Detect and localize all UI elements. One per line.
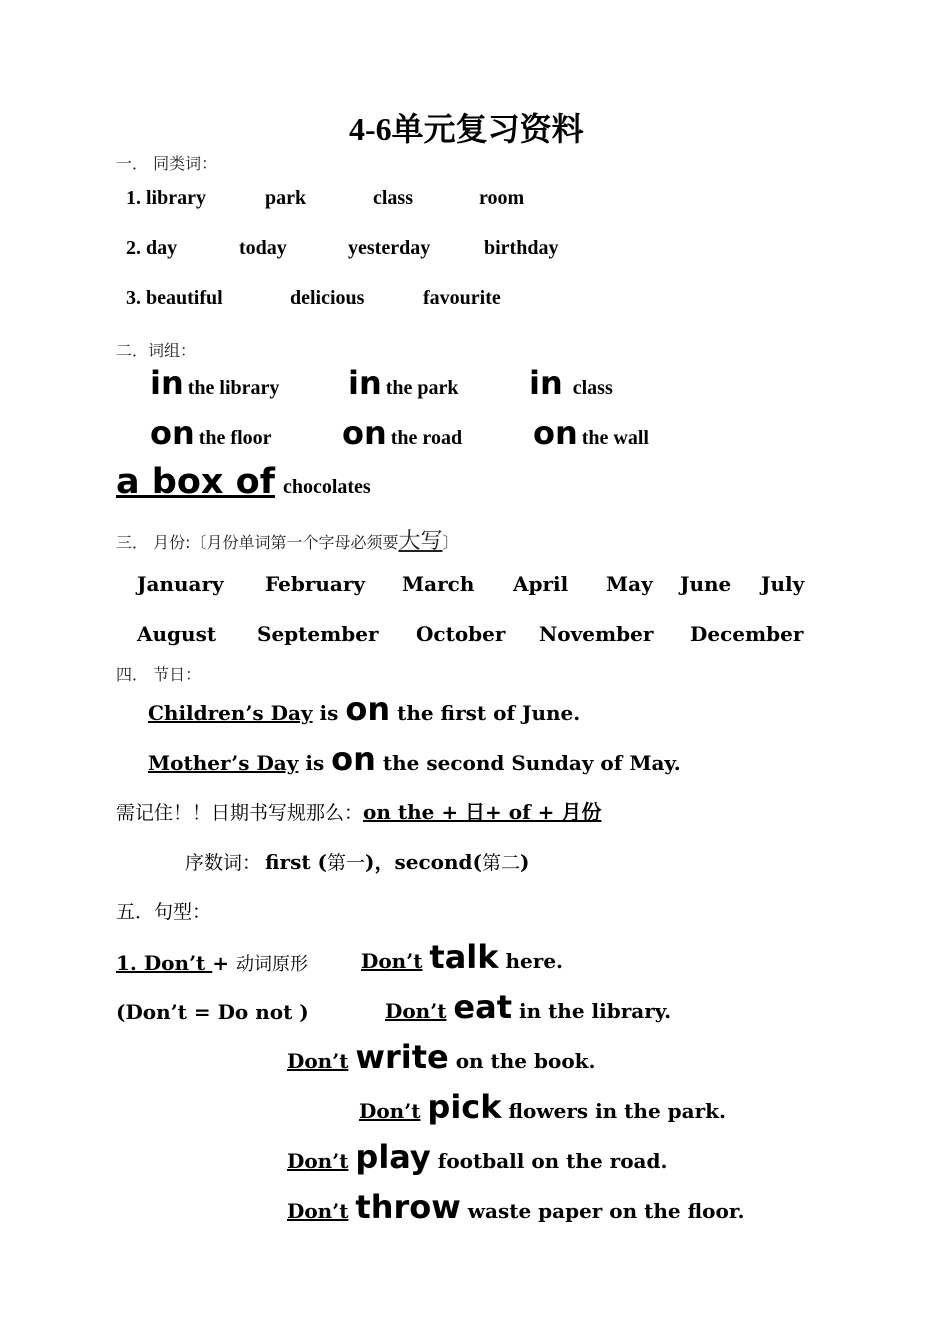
in-word: in — [348, 364, 382, 402]
ordinal-second-cn: 第二 — [482, 852, 521, 874]
holiday-is: is — [319, 701, 339, 725]
ordinal-first-cn: 第一 — [327, 852, 366, 874]
on-phrase-2 — [342, 414, 462, 452]
section5-heading: 五．句型： — [116, 901, 212, 923]
holiday-date: the first of June. — [397, 701, 581, 725]
sentence-pick — [359, 1088, 726, 1126]
holiday-on: on — [331, 740, 376, 778]
holiday-line-1 — [148, 690, 580, 728]
box-of-words: a box of — [116, 462, 275, 502]
on-word: on — [150, 414, 195, 452]
date-rule-label: 需记住！！日期书写规那么： — [116, 802, 364, 824]
month-july: July — [761, 572, 805, 596]
in-item: the park — [385, 377, 459, 399]
sentence-verb: throw — [355, 1188, 461, 1226]
month-june: June — [680, 572, 732, 596]
sentence-dont: Don’t — [361, 949, 423, 973]
sentence-dont: Don’t — [287, 1149, 349, 1173]
word-day: 2. day — [126, 237, 178, 259]
box-phrase — [116, 462, 371, 502]
word-favourite: favourite — [423, 287, 501, 309]
rule-dont: 1. Don’t — [116, 951, 213, 975]
word-room: room — [479, 187, 525, 209]
sentence-play — [287, 1138, 667, 1176]
sentence-verb: play — [355, 1138, 431, 1176]
in-word: in — [150, 364, 184, 402]
month-august: August — [137, 622, 217, 646]
rule-line — [116, 950, 308, 976]
ordinal-label: 序数词： — [185, 852, 262, 874]
sentence-dont: Don’t — [287, 1049, 349, 1073]
section3-heading-emphasis: 大写 — [398, 529, 443, 554]
holiday-is: is — [305, 751, 325, 775]
month-october: October — [416, 622, 506, 646]
word-delicious: delicious — [290, 287, 365, 309]
in-phrase-3 — [529, 364, 613, 402]
sentence-verb: write — [355, 1038, 449, 1076]
word-birthday: birthday — [484, 237, 559, 259]
sentence-verb: eat — [453, 988, 512, 1026]
sentence-write — [287, 1038, 595, 1076]
month-april: April — [513, 572, 569, 596]
sentence-rest: in the library. — [518, 999, 672, 1023]
in-phrase-2 — [348, 364, 459, 402]
sentence-rest: on the book. — [455, 1049, 596, 1073]
word-class: class — [373, 187, 413, 209]
ordinal-second: )，second( — [365, 850, 482, 874]
section4-heading: 四． 节日： — [116, 665, 202, 684]
on-item: the road — [390, 427, 463, 449]
holiday-on: on — [345, 690, 391, 728]
in-phrase-1 — [150, 364, 279, 402]
word-library: 1. library — [126, 187, 206, 209]
section2-heading: 二．词组： — [116, 341, 197, 360]
month-december: December — [690, 622, 804, 646]
holiday-date: the second Sunday of May. — [382, 751, 681, 775]
on-item: the wall — [581, 427, 649, 449]
on-phrase-1 — [150, 414, 272, 452]
sentence-talk — [361, 938, 563, 976]
sentence-dont: Don’t — [359, 1099, 421, 1123]
sentence-verb: talk — [429, 938, 499, 976]
on-word: on — [533, 414, 578, 452]
box-item: chocolates — [282, 476, 371, 498]
rule-plus: + — [212, 951, 236, 975]
month-january: January — [137, 572, 224, 596]
sentence-rest: flowers in the park. — [508, 1099, 726, 1123]
word-beautiful: 3. beautiful — [126, 287, 223, 309]
holiday-name: Mother’s Day — [148, 751, 299, 775]
in-item: the library — [187, 377, 280, 399]
sentence-rest: football on the road. — [437, 1149, 668, 1173]
word-park: park — [265, 187, 307, 209]
date-rule-formula: on the + 日+ of + 月份 — [363, 800, 602, 824]
holiday-line-2 — [148, 740, 681, 778]
month-march: March — [402, 572, 475, 596]
month-may: May — [606, 572, 653, 596]
section3-heading-close: 〕 — [442, 533, 459, 552]
holiday-name: Children’s Day — [148, 701, 313, 725]
sentence-rest: here. — [505, 949, 564, 973]
word-today: today — [239, 237, 287, 259]
section1-heading: 一． 同类词： — [116, 154, 218, 173]
in-item: class — [572, 377, 613, 399]
sentence-eat — [385, 988, 671, 1026]
ordinal-end: ) — [520, 850, 530, 874]
in-word: in — [529, 364, 563, 402]
on-item: the floor — [198, 427, 272, 449]
section3-heading-text: 三． 月份:〔月份单词第一个字母必须要 — [116, 533, 399, 552]
ordinal-first: first ( — [265, 850, 328, 874]
section3-heading — [116, 524, 459, 555]
on-phrase-3 — [533, 414, 649, 452]
on-word: on — [342, 414, 387, 452]
sentence-dont: Don’t — [385, 999, 447, 1023]
sentence-verb: pick — [427, 1088, 502, 1126]
month-february: February — [265, 572, 366, 596]
word-yesterday: yesterday — [348, 237, 431, 259]
sentence-rest: waste paper on the floor. — [467, 1199, 745, 1223]
rule-verb-form: 动词原形 — [235, 954, 308, 975]
page-title: 4-6单元复习资料 — [349, 111, 584, 147]
sentence-throw — [287, 1188, 745, 1226]
sentence-dont: Don’t — [287, 1199, 349, 1223]
month-september: September — [257, 622, 379, 646]
month-november: November — [539, 622, 654, 646]
rule-note: (Don’t = Do not ) — [116, 1000, 309, 1024]
ordinal-line — [185, 846, 529, 875]
date-rule — [116, 796, 601, 825]
